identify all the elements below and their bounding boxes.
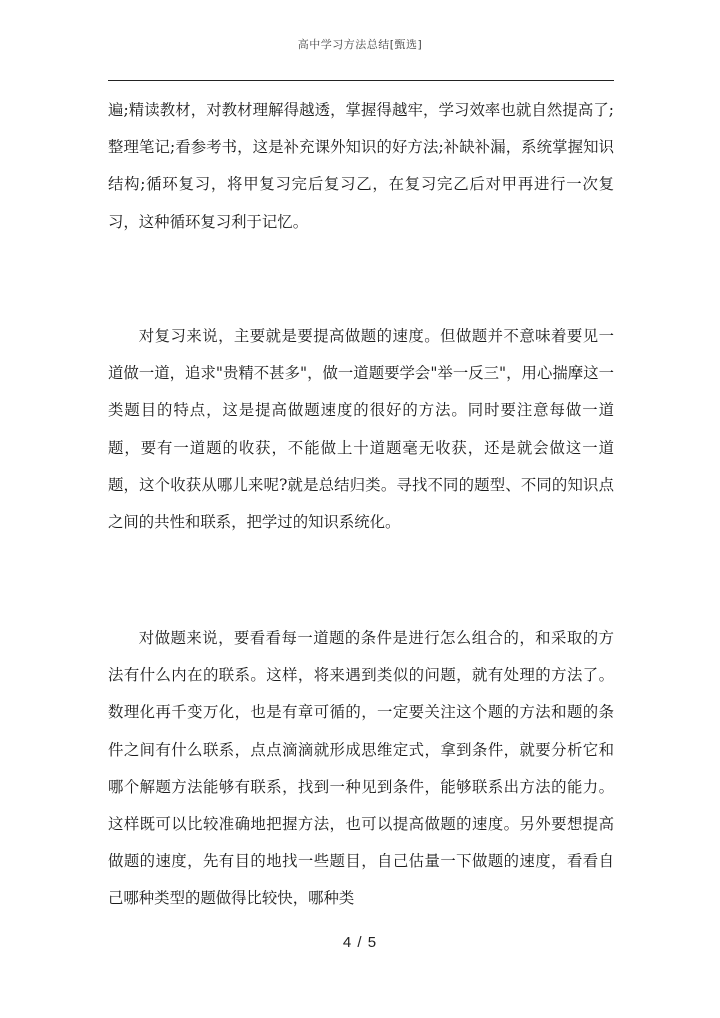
paragraph-review-speed: 对复习来说，主要就是要提高做题的速度。但做题并不意味着要见一道做一道，追求"贵精不甚多"，做一道题要学会"举一反三"，用心揣摩这一类题目的特点，这是提高做题速度的很好的方法。同时要注意每做一道题，要有一道题的收获，不能做上十道题毫无收获，还是就会做这一道题，这个收获从哪儿来呢?就是总结归类。寻找不同的题型、不同的知识点之间的共性和联系，把学过的知识系统化。 (108, 327, 614, 532)
paragraph-review-methods: 遍;精读教材，对教材理解得越透，掌握得越牢，学习效率也就自然提高了;整理笔记;看参考书，这是补充课外知识的好方法;补缺补漏，系统掌握知识结构;循环复习，将甲复习完后复习乙，在复习完乙后对甲再进行一次复习，这种循环复习利于记忆。 (108, 101, 614, 231)
page-number: 4 / 5 (342, 934, 378, 951)
header-divider (108, 80, 614, 81)
page-header-title: 高中学习方法总结[甄选] (297, 38, 423, 51)
paragraph-problem-solving: 对做题来说，要看看每一道题的条件是进行怎么组合的，和采取的方法有什么内在的联系。这样，将来遇到类似的问题，就有处理的方法了。数理化再千变万化，也是有章可循的，一定要关注这个题的方法和题的条件之间有什么联系，点点滴滴就形成思维定式，拿到条件，就要分析它和哪个解题方法能够有联系，找到一种见到条件，能够联系出方法的能力。这样既可以比较准确地把握方法，也可以提高做题的速度。另外要想提高做题的速度，先有目的地找一些题目，自己估量一下做题的速度，看看自己哪种类型的题做得比较快，哪种类 (108, 629, 614, 908)
